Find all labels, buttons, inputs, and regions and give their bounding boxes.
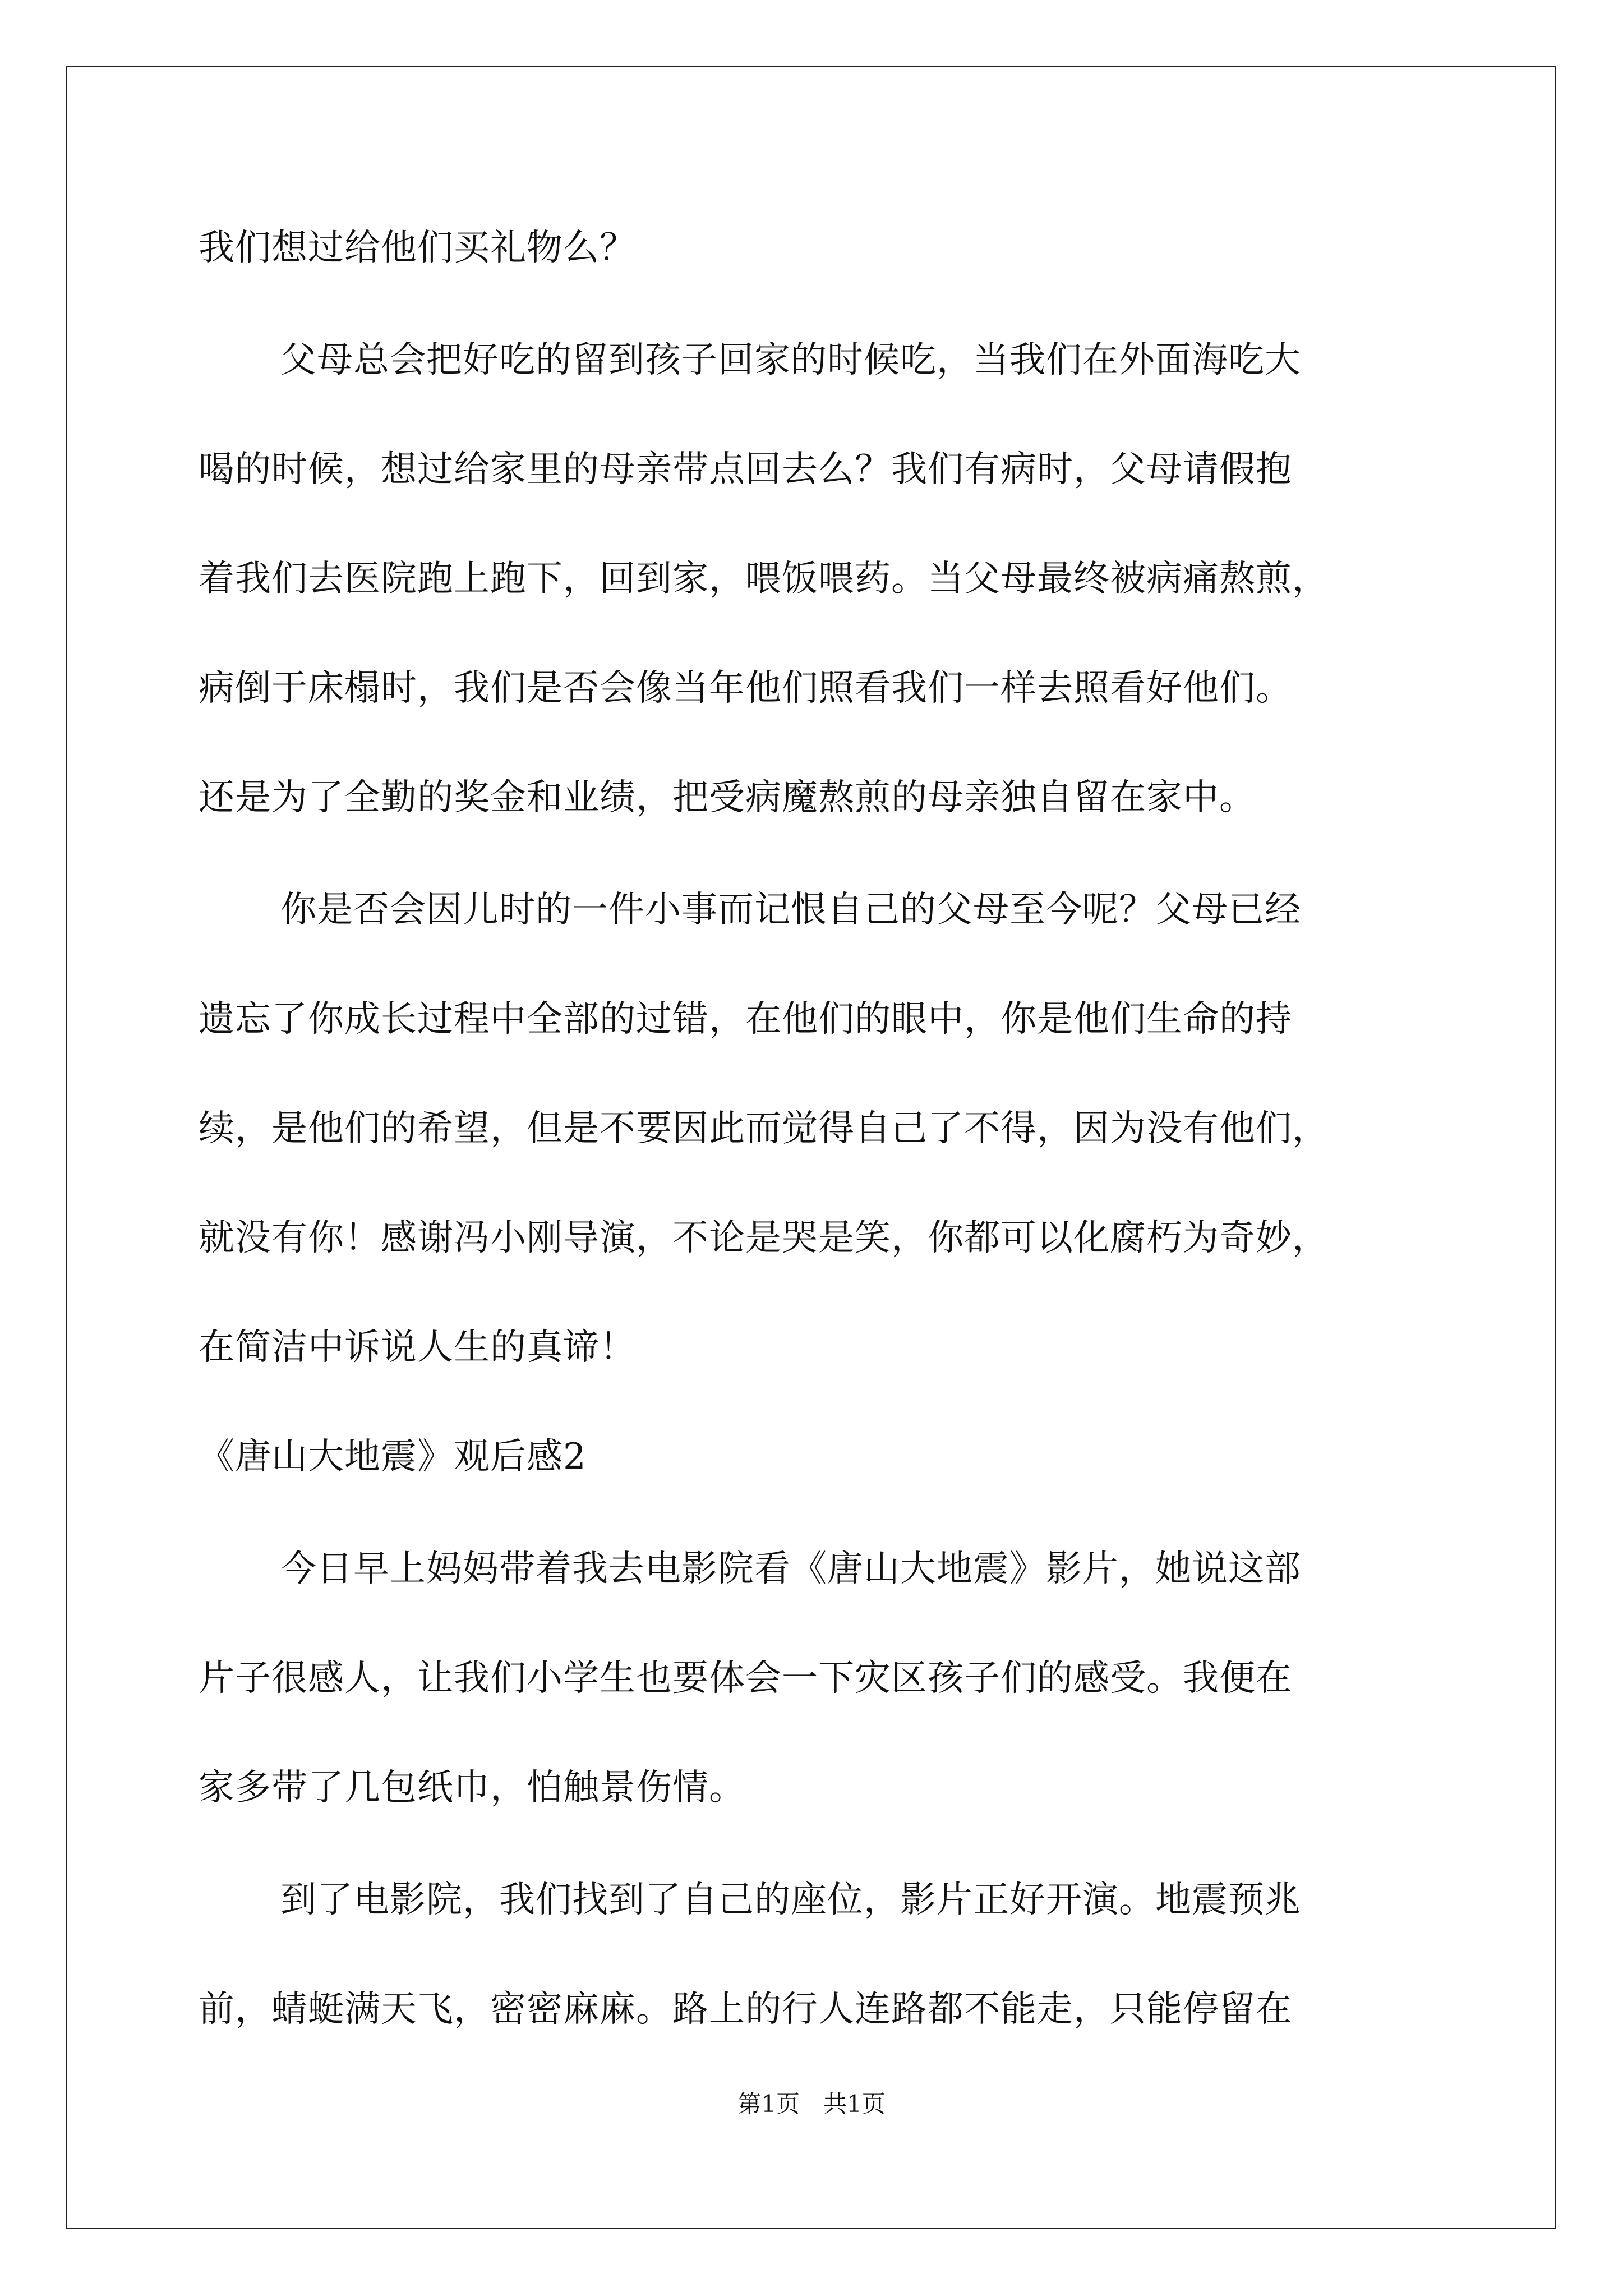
paragraph-first-line: 今日早上妈妈带着我去电影院看《唐山大地震》影片，她说这部 <box>280 1548 1301 1590</box>
text-line: 片子很感人，让我们小学生也要体会一下灾区孩子们的感受。我便在 <box>199 1658 1292 1699</box>
paragraph-first-line: 父母总会把好吃的留到孩子回家的时候吃，当我们在外面海吃大 <box>280 339 1301 381</box>
text-line: 续，是他们的希望，但是不要因此而觉得自己了不得，因为没有他们， <box>199 1108 1329 1149</box>
text-line: 在简洁中诉说人生的真谛！ <box>199 1327 636 1368</box>
text-line: 还是为了全勤的奖金和业绩，把受病魔熬煎的母亲独自留在家中。 <box>199 777 1256 818</box>
text-line: 遗忘了你成长过程中全部的过错，在他们的眼中，你是他们生命的持 <box>199 999 1292 1040</box>
text-line: 我们想过给他们买礼物么？ <box>199 227 636 269</box>
text-line: 病倒于床榻时，我们是否会像当年他们照看我们一样去照看好他们。 <box>199 668 1292 709</box>
text-line: 着我们去医院跑上跑下，回到家，喂饭喂药。当父母最终被病痛熬煎， <box>199 558 1329 600</box>
section-heading: 《唐山大地震》观后感2 <box>199 1436 587 1478</box>
text-line: 就没有你！感谢冯小刚导演，不论是哭是笑，你都可以化腐朽为奇妙， <box>199 1217 1329 1259</box>
paragraph-first-line: 到了电影院，我们找到了自己的座位，影片正好开演。地震预兆 <box>280 1879 1301 1921</box>
text-line: 喝的时候，想过给家里的母亲带点回去么？我们有病时，父母请假抱 <box>199 449 1292 490</box>
paragraph-first-line: 你是否会因儿时的一件小事而记恨自己的父母至今呢？父母已经 <box>280 889 1301 931</box>
text-line: 前，蜻蜓满天飞，密密麻麻。路上的行人连路都不能走，只能停留在 <box>199 1989 1292 2030</box>
page-footer: 第1页 共1页 <box>737 2090 886 2118</box>
text-line: 家多带了几包纸巾，怕触景伤情。 <box>199 1767 745 1809</box>
